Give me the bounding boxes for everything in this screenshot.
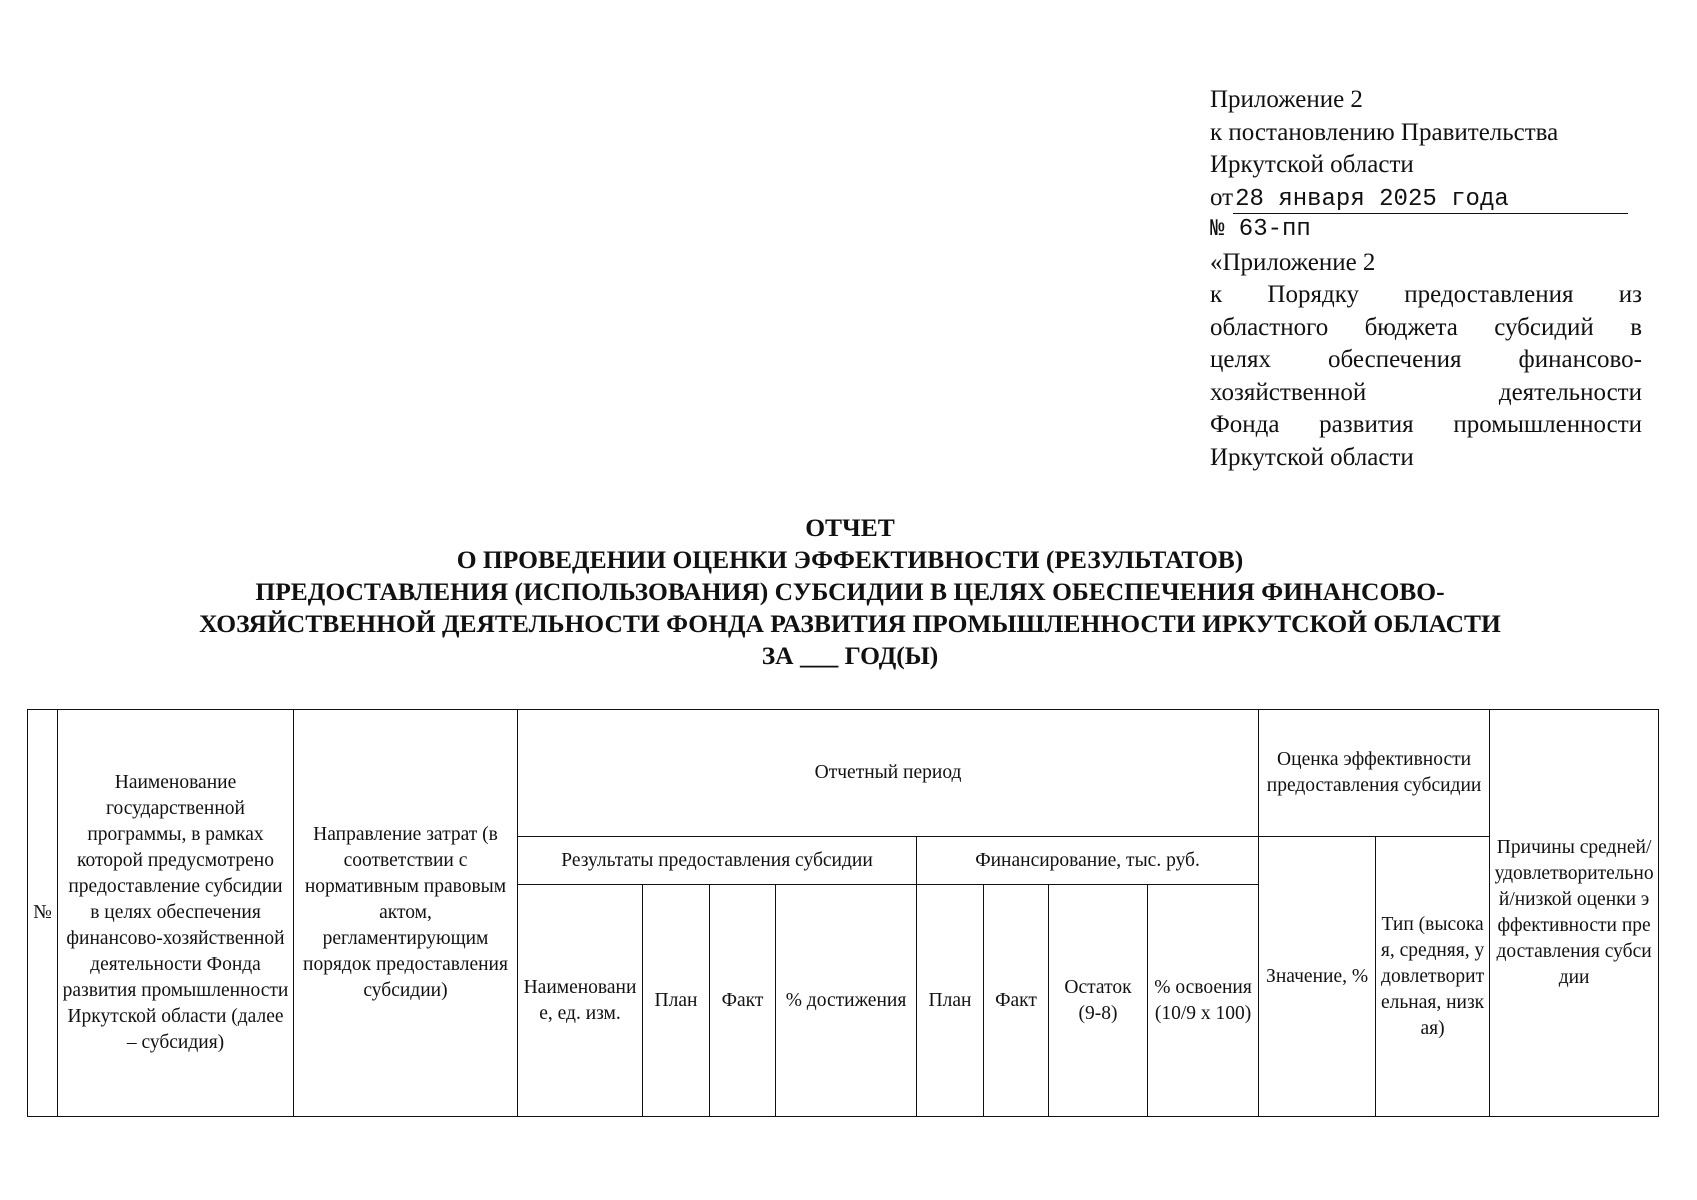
header-percent-achievement: % достижения bbox=[776, 885, 917, 1117]
appendix-order-line-1: к Порядку предоставления из bbox=[1210, 281, 1642, 308]
header-financing: Финансирование, тыс. руб. bbox=[917, 837, 1259, 885]
header-program: Наименование государственной программы, в рамках которой предусмотрено предоставление субсидии в целях обеспечения финансово-хозяйственной деятельности Фонда развития промышленности Иркутской области (далее – субсидия) bbox=[58, 710, 294, 1117]
header-plan-financing: План bbox=[917, 885, 984, 1117]
appendix-block bbox=[1210, 84, 1642, 474]
header-remainder: Остаток (9-8) bbox=[1049, 885, 1148, 1117]
report-title-line-3: ПРЕДОСТАВЛЕНИЯ (ИСПОЛЬЗОВАНИЯ) СУБСИДИИ В ЦЕЛЯХ ОБЕСПЕЧЕНИЯ ФИНАНСОВО- bbox=[255, 577, 1445, 606]
report-title-line-5: ЗА ___ ГОД(Ы) bbox=[761, 641, 939, 670]
header-plan-results: План bbox=[643, 885, 710, 1117]
appendix-subtitle: «Приложение 2 bbox=[1210, 248, 1376, 276]
header-percent-use: % освоения (10/9 х 100) bbox=[1148, 885, 1259, 1117]
header-direction: Направление затрат (в соответствии с нормативным правовым актом, регламентирующим порядок предоставления субсидии) bbox=[294, 710, 518, 1117]
appendix-line-1: Приложение 2 bbox=[1210, 86, 1363, 113]
header-fact-financing: Факт bbox=[984, 885, 1049, 1117]
appendix-order-line-2: областного бюджета субсидий в bbox=[1210, 313, 1642, 341]
header-fact-results: Факт bbox=[710, 885, 776, 1117]
appendix-date-prefix: от bbox=[1210, 183, 1234, 211]
appendix-line-3: Иркутской области bbox=[1210, 151, 1414, 178]
header-reporting-period: Отчетный период bbox=[518, 710, 1259, 837]
report-title-line-1: ОТЧЕТ bbox=[805, 513, 895, 542]
header-evaluation: Оценка эффективности предоставления субсидии bbox=[1259, 710, 1490, 837]
header-type: Тип (высокая, средняя, удовлетворительная, низкая) bbox=[1376, 837, 1490, 1117]
appendix-date-row bbox=[1210, 182, 1642, 215]
header-name-unit: Наименование, ед. изм. bbox=[518, 885, 643, 1117]
report-table bbox=[27, 709, 1659, 1117]
header-reasons: Причины средней/удовлетворительной/низкой оценки эффективности предоставления субсидии bbox=[1490, 710, 1659, 1117]
header-number: № bbox=[28, 710, 58, 1117]
appendix-date-value: 28 января 2025 года bbox=[1233, 187, 1628, 214]
appendix-order-line-3: целях обеспечения финансово- bbox=[1210, 346, 1642, 373]
appendix-line-2: к постановлению Правительства bbox=[1210, 118, 1559, 146]
report-title-line-2: О ПРОВЕДЕНИИ ОЦЕНКИ ЭФФЕКТИВНОСТИ (РЕЗУЛЬТАТОВ) bbox=[456, 545, 1244, 574]
appendix-order-line-4: хозяйственной деятельности bbox=[1210, 378, 1642, 406]
header-value: Значение, % bbox=[1259, 837, 1376, 1117]
appendix-order-line-6: Иркутской области bbox=[1210, 443, 1414, 471]
report-title bbox=[60, 512, 1640, 672]
header-results: Результаты предоставления субсидии bbox=[518, 837, 917, 885]
appendix-number: № 63-пп bbox=[1210, 216, 1311, 243]
report-title-line-4: ХОЗЯЙСТВЕННОЙ ДЕЯТЕЛЬНОСТИ ФОНДА РАЗВИТИЯ ПРОМЫШЛЕННОСТИ ИРКУТСКОЙ ОБЛАСТИ bbox=[199, 609, 1501, 638]
appendix-order-line-5: Фонда развития промышленности bbox=[1210, 411, 1642, 438]
